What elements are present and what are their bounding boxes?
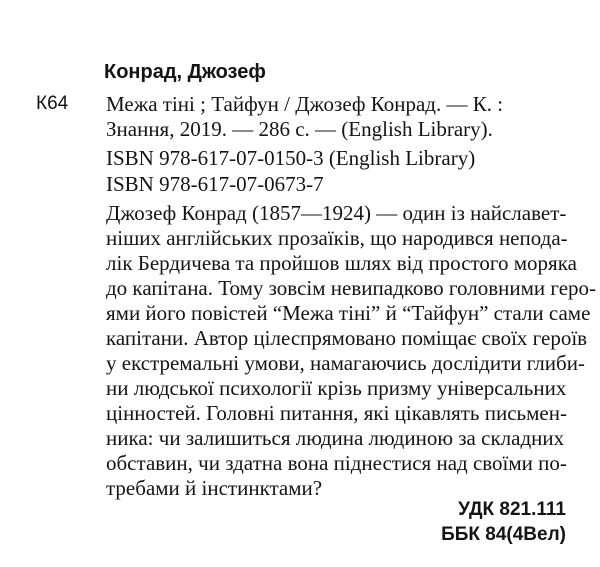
isbn-2: ISBN 978-617-07-0673-7 xyxy=(106,172,324,196)
annotation-line-10: ника: чи залишиться людина людиною за складних xyxy=(106,426,565,450)
isbn-1: ISBN 978-617-07-0150-3 (English Library) xyxy=(106,146,476,170)
annotation-line-9: цінностей. Головні питання, які цікавлять письмен- xyxy=(106,401,567,425)
annotation-line-4: до капітана. Тому зовсім невипадково головними геро- xyxy=(106,276,597,300)
annotation-line-12: требами й інстинктами? xyxy=(106,476,323,500)
annotation-line-2: ніших англійських прозаїків, що народився непода- xyxy=(106,226,568,250)
udc-code: УДК 821.111 xyxy=(458,499,566,520)
annotation-line-8: ни людської психології крізь призму універсальних xyxy=(106,376,567,400)
annotation-line-3: лік Бердичева та пройшов шлях від простого моряка xyxy=(106,251,577,275)
title-line-1: Межа тіні ; Тайфун / Джозеф Конрад. — К. : xyxy=(106,92,504,116)
annotation-line-7: у екстремальні умови, намагаючись дослідити глиби- xyxy=(106,351,585,375)
annotation-line-6: капітани. Автор цілеспрямовано поміщає своїх героїв xyxy=(106,326,588,350)
annotation-line-5: ями його повістей “Межа тіні” й “Тайфун” стали саме xyxy=(106,301,591,325)
author-code: К64 xyxy=(36,93,69,114)
annotation-line-11: обставин, чи здатна вона піднестися над своїми по- xyxy=(106,451,567,475)
bbk-code: ББК 84(4Вел) xyxy=(441,524,566,545)
author-heading: Конрад, Джозеф xyxy=(104,61,266,83)
title-line-2: Знання, 2019. — 286 с. — (English Library). xyxy=(106,117,493,141)
annotation-line-1: Джозеф Конрад (1857—1924) — один із найславет- xyxy=(106,201,567,225)
